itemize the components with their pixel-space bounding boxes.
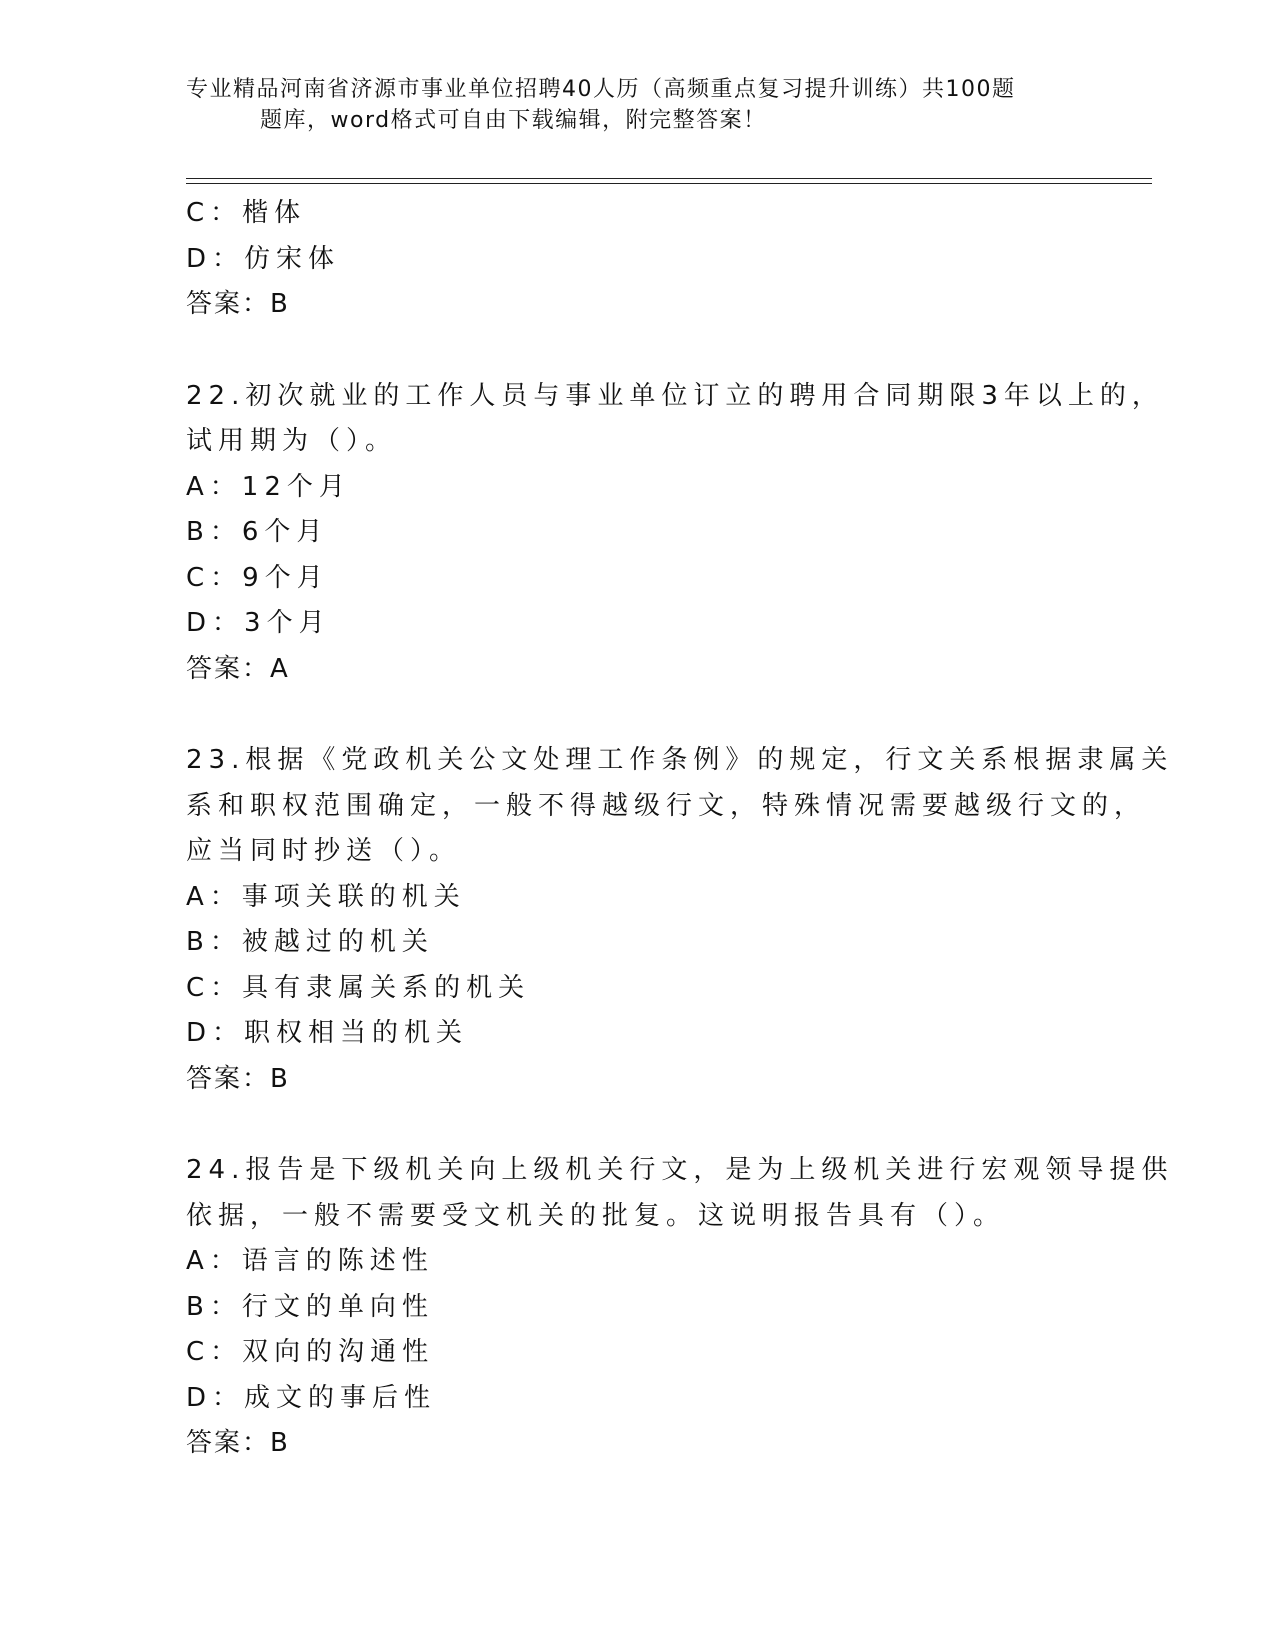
option-b: B：6个月 bbox=[186, 517, 329, 547]
question-block-23 bbox=[186, 738, 1174, 1102]
question-stem-line: 24.报告是下级机关向上级机关行文，是为上级机关进行宏观领导提供 bbox=[186, 1155, 1174, 1185]
option-c: C：双向的沟通性 bbox=[186, 1337, 435, 1367]
answer-label: 答案：B bbox=[186, 1063, 290, 1094]
option-b: B：行文的单向性 bbox=[186, 1291, 434, 1322]
option-a: A：事项关联的机关 bbox=[186, 881, 466, 912]
option-a: A：12个月 bbox=[186, 471, 351, 502]
option-c: C：楷体 bbox=[186, 198, 307, 228]
option-d: D：仿宋体 bbox=[186, 243, 341, 274]
option-c: C：具有隶属关系的机关 bbox=[186, 972, 531, 1003]
question-block-21 bbox=[186, 191, 1086, 328]
answer-label: 答案：B bbox=[186, 1428, 290, 1458]
option-d: D：3个月 bbox=[186, 608, 331, 638]
question-list bbox=[186, 191, 1174, 1467]
header-divider-bottom bbox=[186, 183, 1152, 184]
question-stem-line: 依据，一般不需要受文机关的批复。这说明报告具有（）。 bbox=[186, 1200, 1006, 1231]
question-stem-line: 系和职权范围确定，一般不得越级行文，特殊情况需要越级行文的， bbox=[186, 790, 1147, 821]
question-stem-line: 试用期为（）。 bbox=[186, 426, 398, 456]
header-title-line-1: 专业精品河南省济源市事业单位招聘40人历（高频重点复习提升训练）共100题 bbox=[186, 77, 1016, 102]
answer-label: 答案：A bbox=[186, 653, 290, 684]
header-title-line-2: 题库，word格式可自由下载编辑，附完整答案！ bbox=[260, 108, 767, 133]
question-block-24 bbox=[186, 1148, 1174, 1467]
question-block-22 bbox=[186, 374, 1164, 693]
spacer bbox=[186, 1102, 1086, 1148]
option-d: D：职权相当的机关 bbox=[186, 1018, 469, 1048]
option-b: B：被越过的机关 bbox=[186, 927, 434, 957]
option-c: C：9个月 bbox=[186, 562, 329, 593]
header-divider-top bbox=[186, 178, 1152, 179]
question-stem-line: 22.初次就业的工作人员与事业单位订立的聘用合同期限3年以上的， bbox=[186, 380, 1164, 411]
question-stem-line: 应当同时抄送（）。 bbox=[186, 836, 462, 866]
option-d: D：成文的事后性 bbox=[186, 1382, 437, 1413]
answer-label: 答案：B bbox=[186, 289, 290, 319]
spacer bbox=[186, 692, 1086, 738]
option-a: A：语言的陈述性 bbox=[186, 1246, 434, 1276]
question-stem-line: 23.根据《党政机关公文处理工作条例》的规定，行文关系根据隶属关 bbox=[186, 745, 1174, 775]
spacer bbox=[186, 328, 1086, 374]
document-header bbox=[186, 74, 1066, 136]
